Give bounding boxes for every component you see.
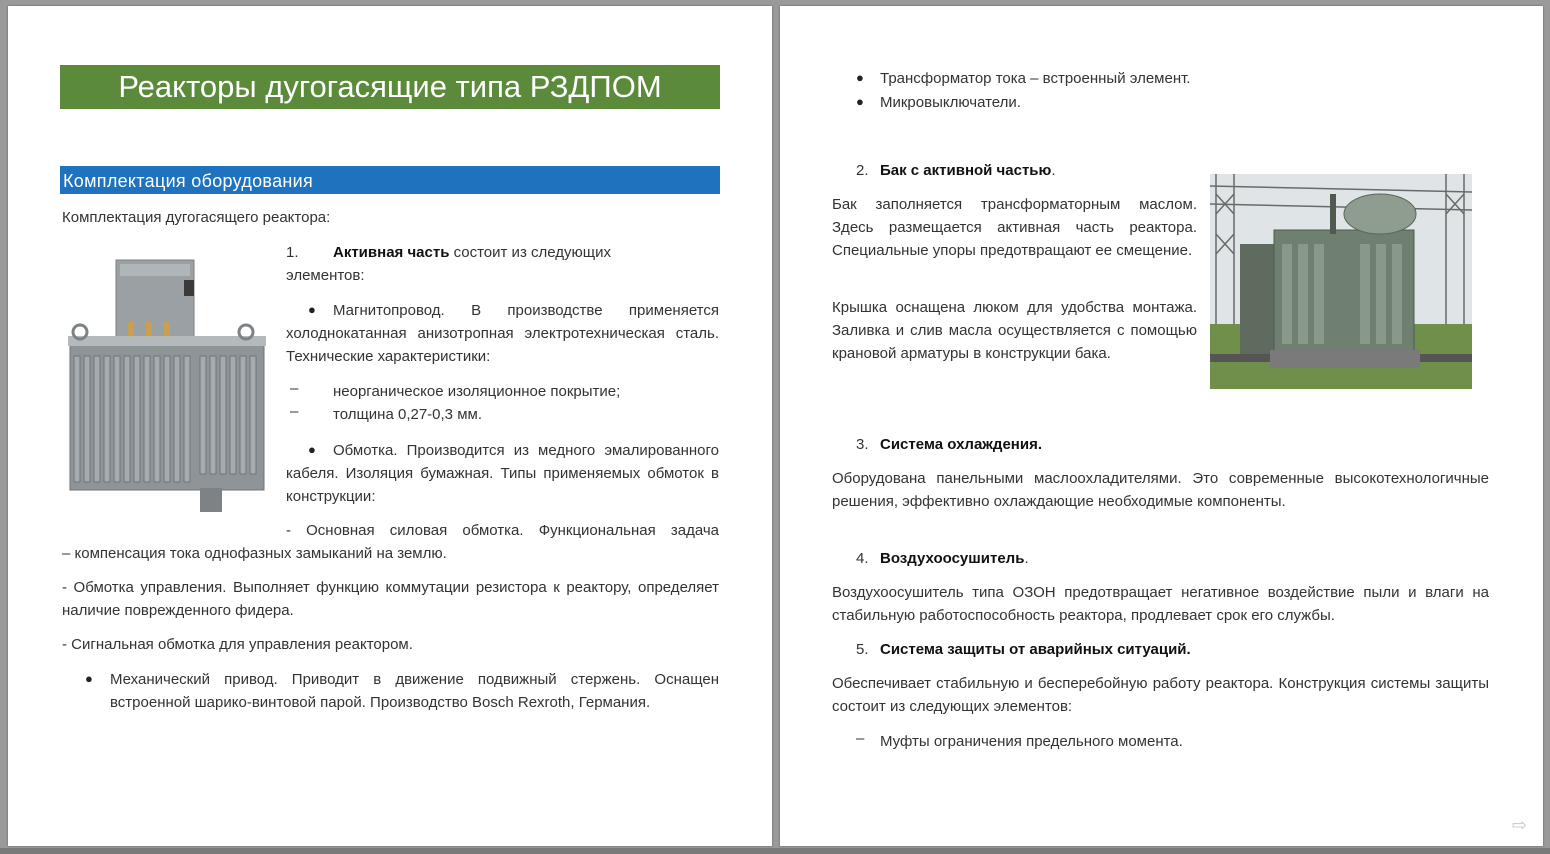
bullet-ct: ● (856, 70, 864, 85)
reactor-photo (60, 252, 282, 524)
dash-clutch: – (856, 730, 865, 747)
clutch-text: Муфты ограничения предельного момента. (880, 733, 1183, 750)
signal-winding-text: - Сигнальная обмотка для управления реактором. (62, 636, 413, 653)
main-winding-line1: - Основная силовая обмотка. Функциональная задача (286, 522, 719, 539)
item3-heading (880, 433, 1042, 456)
item3-title: Система охлаждения. (880, 436, 1042, 453)
item2-title: Бак с активной частью (880, 162, 1052, 179)
page-left (8, 6, 772, 846)
item5-heading (880, 638, 1191, 661)
substation-photo (1210, 174, 1472, 389)
item5-title: Система защиты от аварийных ситуаций. (880, 641, 1191, 658)
micro-text: Микровыключатели. (880, 94, 1021, 111)
bottom-status-strip (0, 848, 1550, 854)
dash-2: – (290, 403, 299, 420)
page-right (780, 6, 1543, 846)
bullet-micro: ● (856, 94, 864, 109)
item1-number: 1. (286, 244, 299, 261)
item4-heading (880, 547, 1029, 570)
item5-number: 5. (856, 641, 869, 658)
control-winding-text: - Обмотка управления. Выполняет функцию коммутации резистора к реактору, определяет наличие поврежденного фидера. (62, 579, 719, 619)
intro-text: Комплектация дугогасящего реактора: (62, 209, 331, 226)
ct-text: Трансформатор тока – встроенный элемент. (880, 70, 1191, 87)
drive-text: Механический привод. Приводит в движение подвижный стержень. Оснащен встроенной шарико-винтовой парой. Производство Bosch Rexroth, Германия. (110, 671, 719, 711)
tank-paragraph-2: Крышка оснащена люком для удобства монтажа. Заливка и слив масла осуществляется с помощью крановой арматуры в конструкции бака. (832, 299, 1197, 362)
next-page-arrow-icon[interactable]: ⇨ (1512, 815, 1528, 835)
document-title: Реакторы дугогасящие типа РЗДПОМ (60, 65, 720, 109)
section-heading: Комплектация оборудования (60, 166, 720, 194)
magnet-text: Магнитопровод. В производстве применяется холоднокатанная анизотропная электротехническая сталь. Технические характеристики: (286, 302, 719, 365)
item2-number: 2. (856, 162, 869, 179)
item4-title: Воздухоосушитель (880, 550, 1025, 567)
item4-dot: . (1024, 550, 1029, 567)
item1-bold: Активная часть (333, 244, 450, 261)
item1-line2: элементов: (286, 267, 365, 284)
item1-heading (333, 241, 611, 264)
dash2-text: толщина 0,27-0,3 мм. (333, 406, 482, 423)
tank-paragraph-1: Бак заполняется трансформаторным маслом. Здесь размещается активная часть реактора. Специальные упоры предотвращают ее смещение. (832, 196, 1197, 259)
item4-number: 4. (856, 550, 869, 567)
winding-text: Обмотка. Производится из медного эмалированного кабеля. Изоляция бумажная. Типы применяемых обмоток в конструкции: (286, 442, 719, 505)
bullet-magnet: ● (308, 302, 316, 317)
dash1-text: неорганическое изоляционное покрытие; (333, 383, 621, 400)
item2-heading (880, 159, 1056, 182)
main-winding-line2: – компенсация тока однофазных замыканий на землю. (62, 545, 447, 562)
item1-rest: состоит из следующих (449, 244, 611, 261)
bullet-drive: ● (85, 671, 93, 686)
bullet-winding: ● (308, 442, 316, 457)
dryer-text: Воздухоосушитель типа ОЗОН предотвращает негативное воздействие пыли и влаги на стабильную работоспособность реактора, продлевает срок его службы. (832, 584, 1489, 624)
cooling-text: Оборудована панельными маслоохладителями. Это современные высокотехнологичные решения, эффективно охлаждающие необходимые компоненты. (832, 470, 1489, 510)
dash-1: – (290, 380, 299, 397)
item3-number: 3. (856, 436, 869, 453)
item2-dot: . (1051, 162, 1056, 179)
protect-text: Обеспечивает стабильную и бесперебойную работу реактора. Конструкция системы защиты состоит из следующих элементов: (832, 675, 1489, 715)
